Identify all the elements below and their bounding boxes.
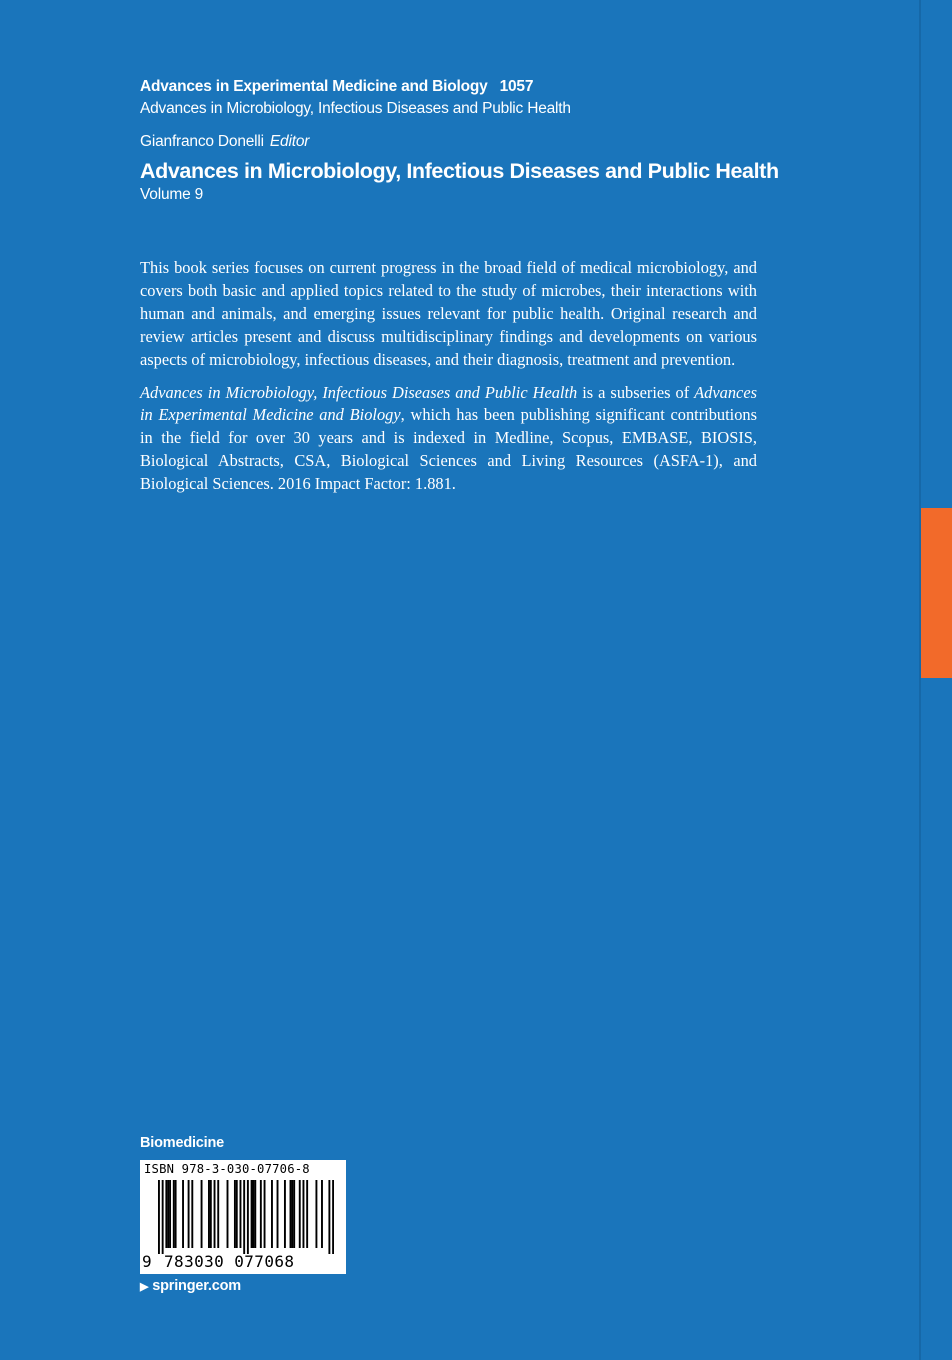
series-italic: Advances in Experimental Medicine and Biology [140,382,757,425]
description-text-1: is a subseries of [577,382,695,402]
book-title: Advances in Microbiology, Infectious Diseases and Public Health [140,159,779,183]
barcode-bar [277,1180,279,1248]
series-number: 1057 [499,78,534,95]
description-text-2: , which has been publishing significant contributions in the field for over 30 years and is indexed in Medline, Scopus, EMBASE, BIOSIS, Biological Abstracts, CSA, Biological Sciences and Living Resources (ASFA-1), and Biological Sciences. 2016 Impact Factor: 1.881. [140,405,758,494]
barcode-bar [293,1180,295,1248]
barcode-bars [158,1180,334,1254]
barcode-bar [167,1180,169,1248]
barcode-bar [260,1180,262,1248]
description [140,257,757,506]
barcode-bar [254,1180,256,1248]
subseries-italic: Advances in Microbiology, Infectious Diseases and Public Health [140,382,578,402]
header [140,76,880,204]
barcode-bar [251,1180,253,1248]
barcode-bar [243,1180,245,1254]
barcode-bar [169,1180,171,1248]
barcode-bar [158,1180,160,1254]
barcode-bar [252,1180,254,1248]
subject-category: Biomedicine [140,1135,225,1151]
barcode-bar [328,1180,330,1254]
barcode-bar [332,1180,334,1254]
barcode-bar [290,1180,292,1248]
barcode-bar [306,1180,308,1248]
editor-role: Editor [269,133,310,150]
barcode-bar [271,1180,273,1248]
volume-number: Volume 9 [140,186,204,203]
barcode-bar [175,1180,177,1248]
series-title-line [140,76,880,98]
isbn-label: ISBN 978-3-030-07706-8 [144,1162,310,1176]
barcode-bar [234,1180,236,1248]
ean-digits: 783030 077068 [164,1252,295,1271]
subseries-title: Advances in Microbiology, Infectious Diseases and Public Health [140,100,571,117]
barcode-bar [315,1180,317,1248]
barcode-bar [173,1180,175,1248]
description-paragraph-2 [140,382,757,497]
barcode-bar [210,1180,212,1248]
website-text: springer.com [152,1278,241,1294]
barcode-bar [227,1180,229,1248]
isbn-barcode [140,1160,346,1274]
website-link[interactable] [140,1278,241,1294]
barcode-bar [236,1180,238,1248]
barcode-bar [303,1180,305,1248]
barcode-bar [291,1180,293,1248]
barcode-bar [191,1180,193,1248]
editor-line [140,132,880,152]
description-paragraph-1: This book series focuses on current progress in the broad field of medical microbiology, and covers both basic and applied topics related to the study of microbes, their interactions with human and animals, and emerging issues relevant for public health. Original research and review articles present and discuss multidisciplinary findings and developments on various aspects of microbiology, infectious diseases, and their diagnosis, treatment and prevention. [140,258,757,369]
spine-edge [919,0,921,1360]
play-arrow-icon: ▶ [140,1281,149,1293]
barcode-bar [247,1180,249,1254]
barcode-bar [162,1180,164,1254]
barcode-bar [217,1180,219,1248]
barcode-bar [321,1180,323,1248]
barcode-bar [208,1180,210,1248]
ean-first-digit: 9 [142,1252,152,1271]
editor-name: Gianfranco Donelli [140,133,264,150]
barcode-bar [299,1180,301,1248]
barcode-bar [284,1180,286,1248]
color-tab [921,508,952,678]
barcode-bar [165,1180,167,1248]
barcode-bar [214,1180,216,1248]
barcode-bar [182,1180,184,1248]
barcode-bar [240,1180,242,1248]
barcode-bar [264,1180,266,1248]
series-name: Advances in Experimental Medicine and Biology [140,78,488,95]
barcode-bar [188,1180,190,1248]
barcode-bar [201,1180,203,1248]
